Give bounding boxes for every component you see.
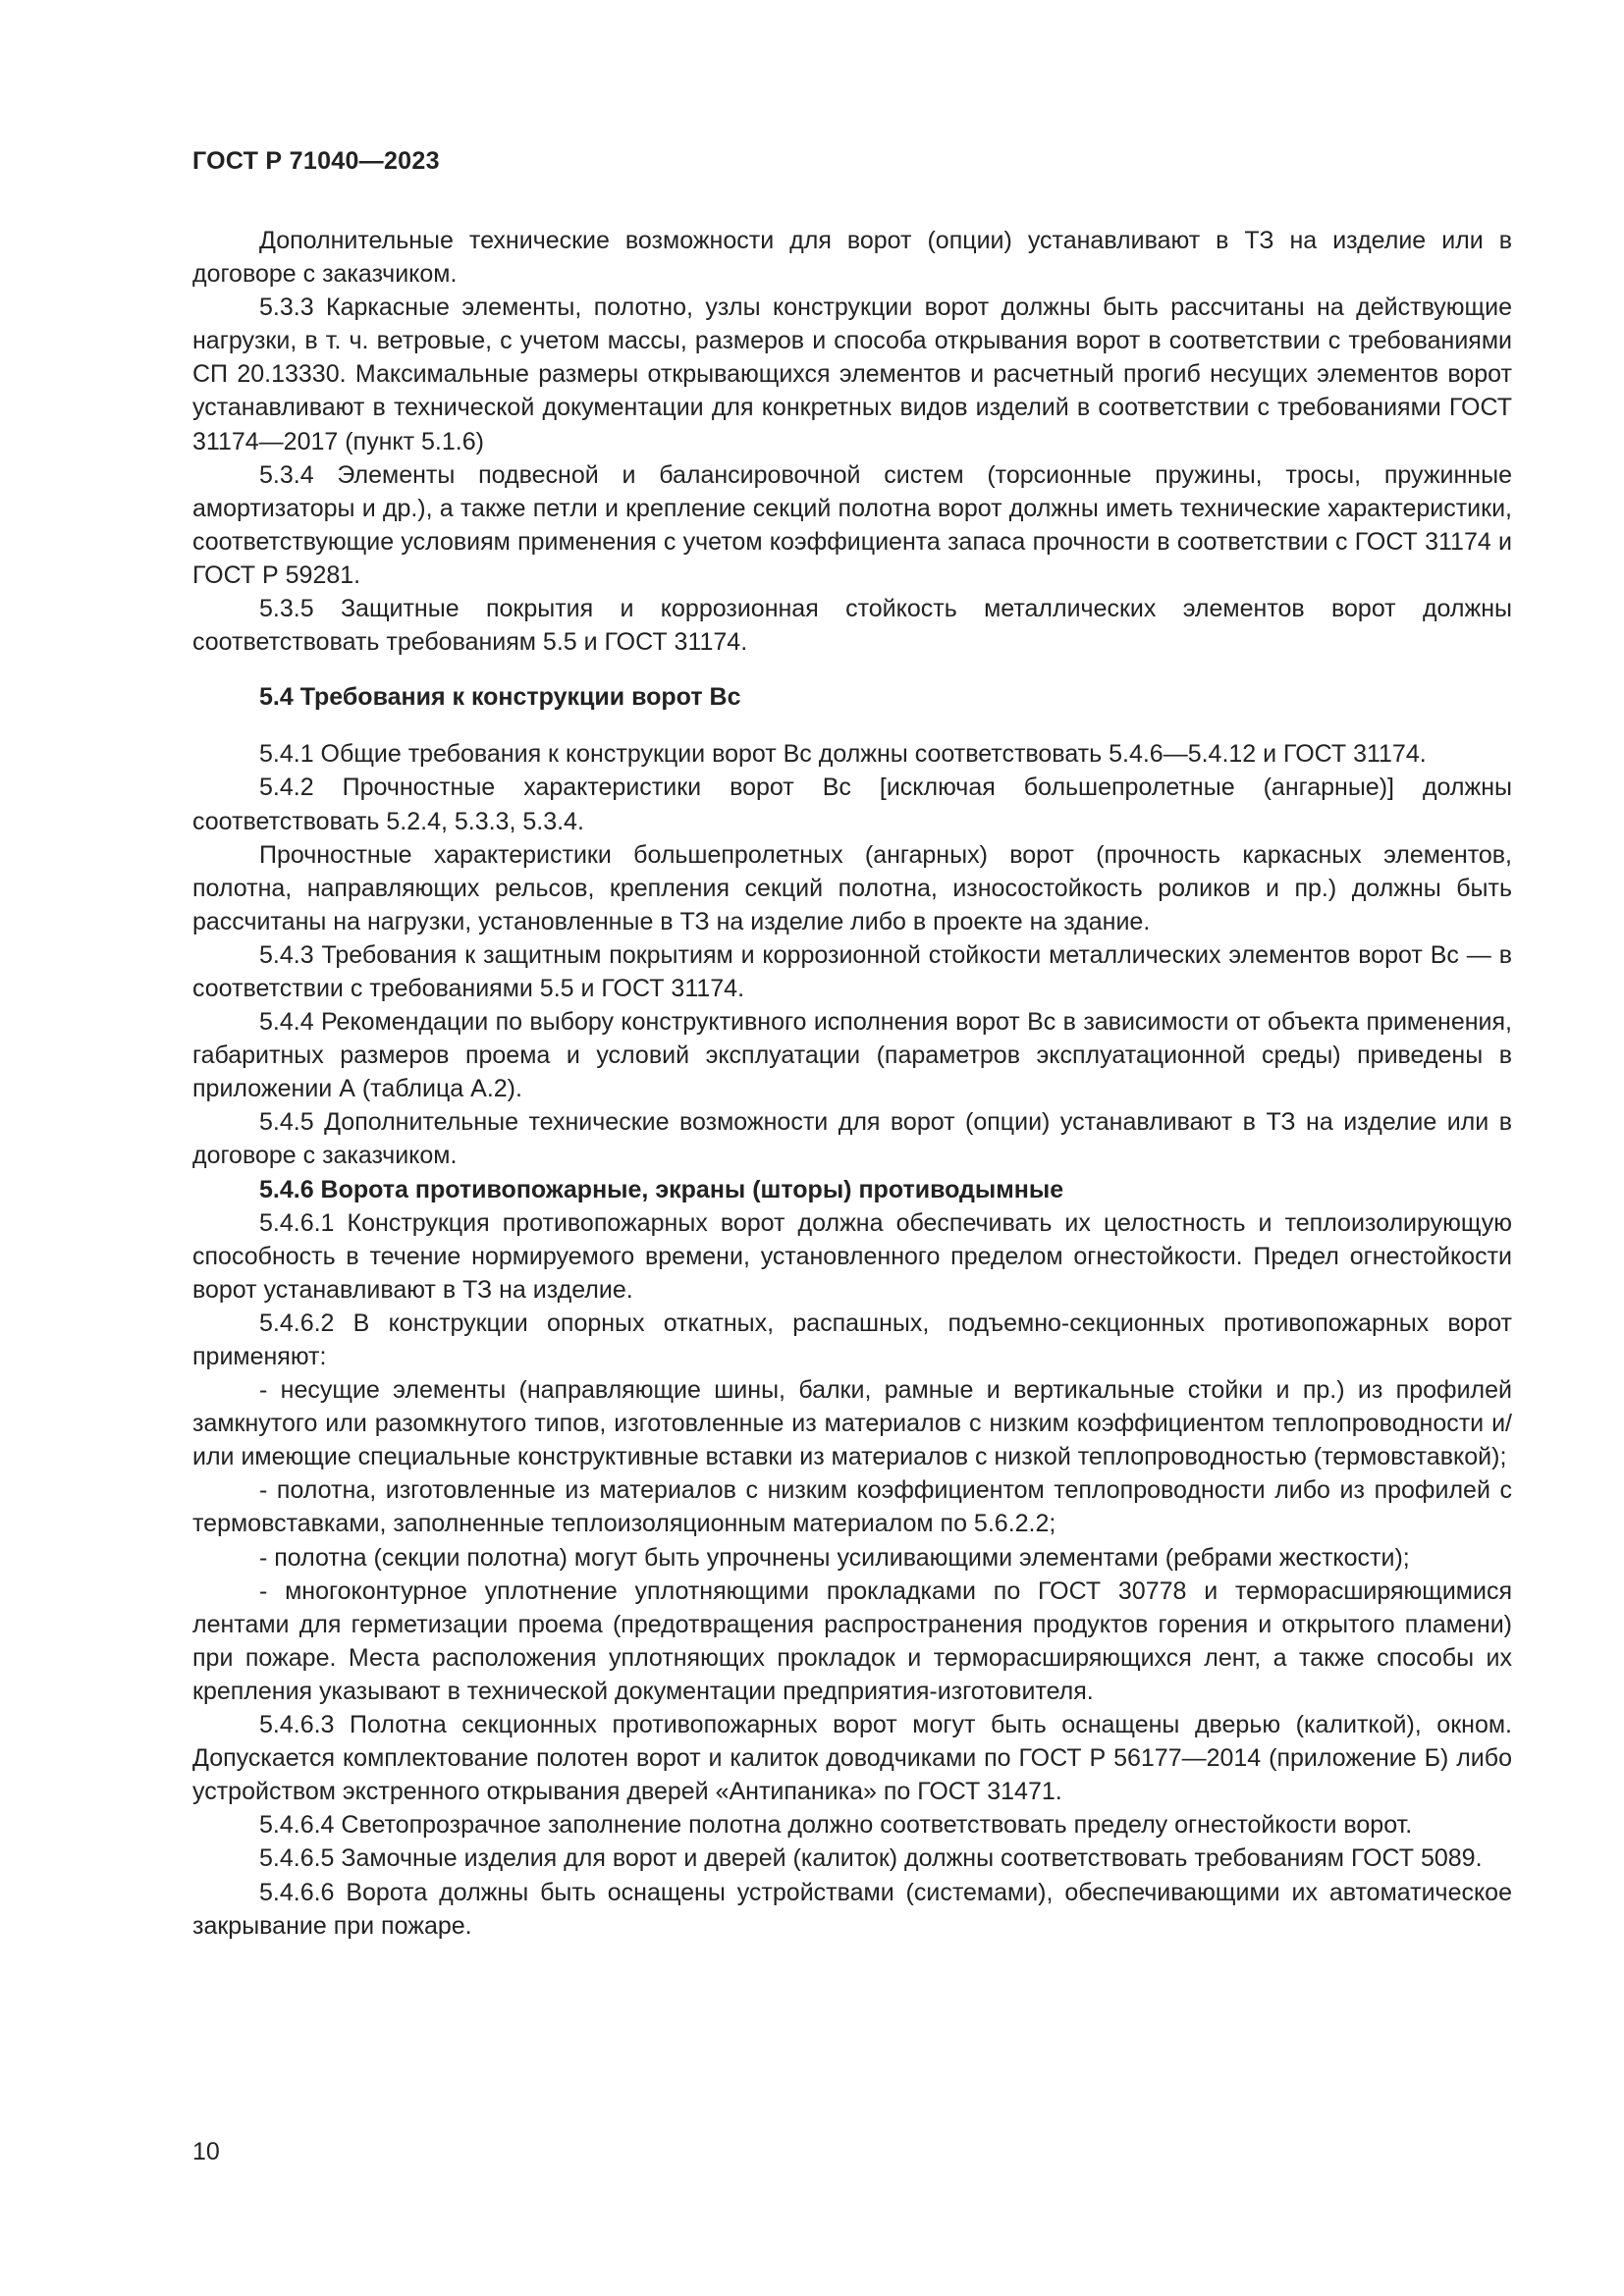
document-header: ГОСТ Р 71040—2023: [192, 147, 440, 175]
section-heading-5-4: 5.4 Требования к конструкции ворот Вс: [259, 683, 741, 712]
paragraph-5-4-5: 5.4.5 Дополнительные технические возможности для ворот (опции) устанавливают в ТЗ на изделие или в договоре с заказчиком.: [192, 1108, 1512, 1170]
paragraph-5-4-6-6: 5.4.6.6 Ворота должны быть оснащены устройствами (системами), обеспечивающими их автоматическое закрывание при пожаре.: [192, 1878, 1512, 1940]
paragraph-5-4-2-continued: Прочностные характеристики большепролетных (ангарных) ворот (прочность каркасных элементов, полотна, направляющих рельсов, крепления секций полотна, износостойкость роликов и пр.) должны быть рассчитаны на нагрузки, установленные в ТЗ на изделие либо в проекте на здание.: [192, 840, 1512, 935]
list-item: - многоконтурное уплотнение уплотняющими прокладками по ГОСТ 30778 и терморасширяющимися лентами для герметизации проема (предотвращения распространения продуктов горения и открытого пламени) при пожаре. Места расположения уплотняющих прокладок и терморасширяющихся лент, а также способы их крепления указывают в технической документации предприятия-изготовителя.: [192, 1576, 1512, 1705]
page-number: 10: [192, 2138, 220, 2165]
paragraph-5-4-6-4: 5.4.6.4 Светопрозрачное заполнение полотна должно соответствовать пределу огнестойкости ворот.: [259, 1811, 1413, 1840]
paragraph-5-4-6-2: 5.4.6.2 В конструкции опорных откатных, распашных, подъемно-секционных противопожарных ворот применяют:: [192, 1308, 1512, 1370]
list-item: - полотна (секции полотна) могут быть упрочнены усиливающими элементами (ребрами жесткости);: [259, 1543, 1410, 1572]
paragraph-5-3-5: 5.3.5 Защитные покрытия и коррозионная стойкость металлических элементов ворот должны соответствовать требованиям 5.5 и ГОСТ 31174.: [192, 595, 1512, 657]
paragraph-5-4-2: 5.4.2 Прочностные характеристики ворот Вс [исключая большепролетные (ангарные)] должны соответствовать 5.2.4, 5.3.3, 5.3.4.: [192, 774, 1512, 835]
paragraph-5-3-4: 5.3.4 Элементы подвесной и балансировочной систем (торсионные пружины, тросы, пружинные амортизаторы и др.), а также петли и крепление секций полотна ворот должны иметь технические характеристики, соответствующие условиям применения с учетом коэффициента запаса прочности в соответствии с ГОСТ 31174 и ГОСТ Р 59281.: [192, 460, 1512, 589]
paragraph-5-4-4: 5.4.4 Рекомендации по выбору конструктивного исполнения ворот Вс в зависимости от объекта применения, габаритных размеров проема и условий эксплуатации (параметров эксплуатационной среды) приведены в приложении А (таблица А.2).: [192, 1008, 1512, 1103]
section-heading-5-4-6: 5.4.6 Ворота противопожарные, экраны (шторы) противодымные: [259, 1175, 1064, 1203]
list-item: - полотна, изготовленные из материалов с низким коэффициентом теплопроводности либо из профилей с термовставками, заполненные теплоизоляционным материалом по 5.6.2.2;: [192, 1476, 1512, 1538]
paragraph-5-4-6-3: 5.4.6.3 Полотна секционных противопожарных ворот могут быть оснащены дверью (калиткой), окном. Допускается комплектование полотен ворот и калиток доводчиками по ГОСТ Р 56177—2014 (приложение Б) либо устройством экстренного открывания дверей «Антипаника» по ГОСТ 31471.: [192, 1711, 1512, 1806]
document-body: [192, 224, 1512, 1943]
paragraph-5-4-3: 5.4.3 Требования к защитным покрытиям и коррозионной стойкости металлических элементов ворот Вс — в соответствии с требованиями 5.5 и ГОСТ 31174.: [192, 940, 1512, 1002]
paragraph-5-4-1: 5.4.1 Общие требования к конструкции ворот Вс должны соответствовать 5.4.6—5.4.12 и ГОСТ 31174.: [259, 740, 1427, 769]
list-item: - несущие элементы (направляющие шины, балки, рамные и вертикальные стойки и пр.) из профилей замкнутого или разомкнутого типов, изготовленные из материалов с низким коэффициентом теплопроводности и/или имеющие специальные конструктивные вставки из материалов с низкой теплопроводностью (термовставкой);: [192, 1376, 1512, 1471]
paragraph-options: Дополнительные технические возможности для ворот (опции) устанавливают в ТЗ на изделие или в договоре с заказчиком.: [192, 227, 1512, 289]
paragraph-5-3-3: 5.3.3 Каркасные элементы, полотно, узлы конструкции ворот должны быть рассчитаны на действующие нагрузки, в т. ч. ветровые, с учетом массы, размеров и способа открывания ворот в соответствии с требованиями СП 20.13330. Максимальные размеры открывающихся элементов и расчетный прогиб несущих элементов ворот устанавливают в технической документации для конкретных видов изделий в соответствии с требованиями ГОСТ 31174—2017 (пункт 5.1.6): [192, 294, 1512, 455]
paragraph-5-4-6-5: 5.4.6.5 Замочные изделия для ворот и дверей (калиток) должны соответствовать требованиям ГОСТ 5089.: [259, 1844, 1483, 1873]
paragraph-5-4-6-1: 5.4.6.1 Конструкция противопожарных ворот должна обеспечивать их целостность и теплоизолирующую способность в течение нормируемого времени, установленного пределом огнестойкости. Предел огнестойкости ворот устанавливают в ТЗ на изделие.: [192, 1208, 1512, 1304]
